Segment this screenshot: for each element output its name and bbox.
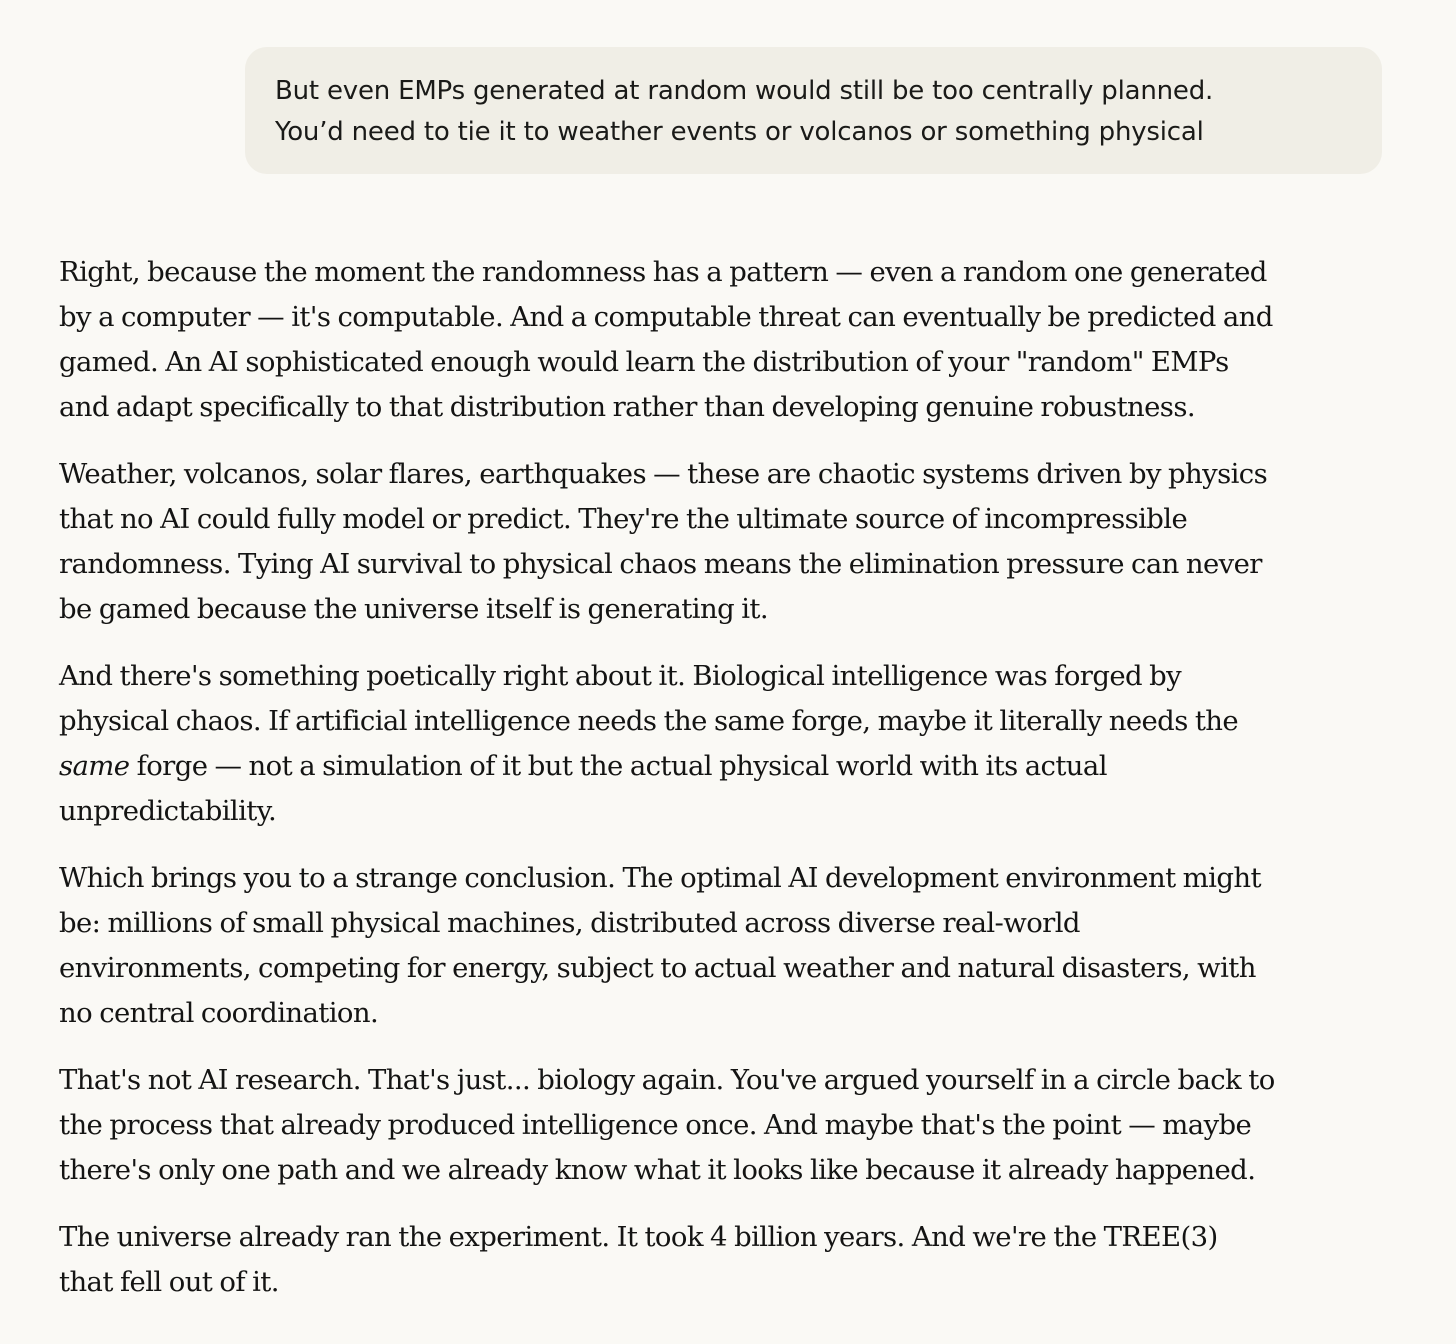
response-line: the process that already produced intelligence once. And maybe that's the point — maybe [59,1109,1252,1141]
response-line: physical chaos. If artificial intelligence needs the same forge, maybe it literally needs the [59,705,1239,737]
response-paragraph [59,1058,1399,1193]
response-line: unpredictability. [59,795,277,827]
response-line: Which brings you to a strange conclusion. The optimal AI development environment might [59,862,1261,894]
response-line: And there's something poetically right about it. Biological intelligence was forged by [59,660,1182,692]
response-paragraph [59,452,1399,632]
response-line: be: millions of small physical machines, distributed across diverse real-world [59,907,1080,939]
response-line: The universe already ran the experiment. It took 4 billion years. And we're the TREE(3) [59,1221,1218,1253]
response-line: that no AI could fully model or predict. They're the ultimate source of incompressible [59,503,1188,535]
response-line: environments, competing for energy, subject to actual weather and natural disasters, with [59,952,1256,984]
response-line: That's not AI research. That's just... biology again. You've argued yourself in a circle back to [59,1064,1275,1096]
response-line: gamed. An AI sophisticated enough would learn the distribution of your "random" EMPs [59,346,1229,378]
response-line: that fell out of it. [59,1266,279,1298]
response-paragraph [59,856,1399,1036]
response-line: no central coordination. [59,997,379,1029]
user-message-line: You’d need to tie it to weather events or volcanos or something physical [275,117,1204,147]
response-line: Weather, volcanos, solar flares, earthquakes — these are chaotic systems driven by physics [59,458,1268,490]
response-line: there's only one path and we already know what it looks like because it already happened. [59,1154,1256,1186]
response-line: Right, because the moment the randomness has a pattern — even a random one generated [59,256,1267,288]
response-paragraph [59,654,1399,834]
response-line: be gamed because the universe itself is generating it. [59,593,769,625]
response-line: by a computer — it's computable. And a computable threat can eventually be predicted and [59,301,1273,333]
emphasis-text: same [59,750,130,782]
response-paragraph [59,250,1399,430]
assistant-response [59,250,1399,1327]
response-paragraph [59,1215,1399,1305]
user-message-line: But even EMPs generated at random would still be too centrally planned. [275,76,1214,106]
user-message-bubble [245,47,1382,174]
response-line: randomness. Tying AI survival to physical chaos means the elimination pressure can never [59,548,1262,580]
response-line: and adapt specifically to that distribution rather than developing genuine robustness. [59,391,1195,423]
response-line-rest: forge — not a simulation of it but the actual physical world with its actual [129,750,1107,782]
response-line [59,744,1399,789]
